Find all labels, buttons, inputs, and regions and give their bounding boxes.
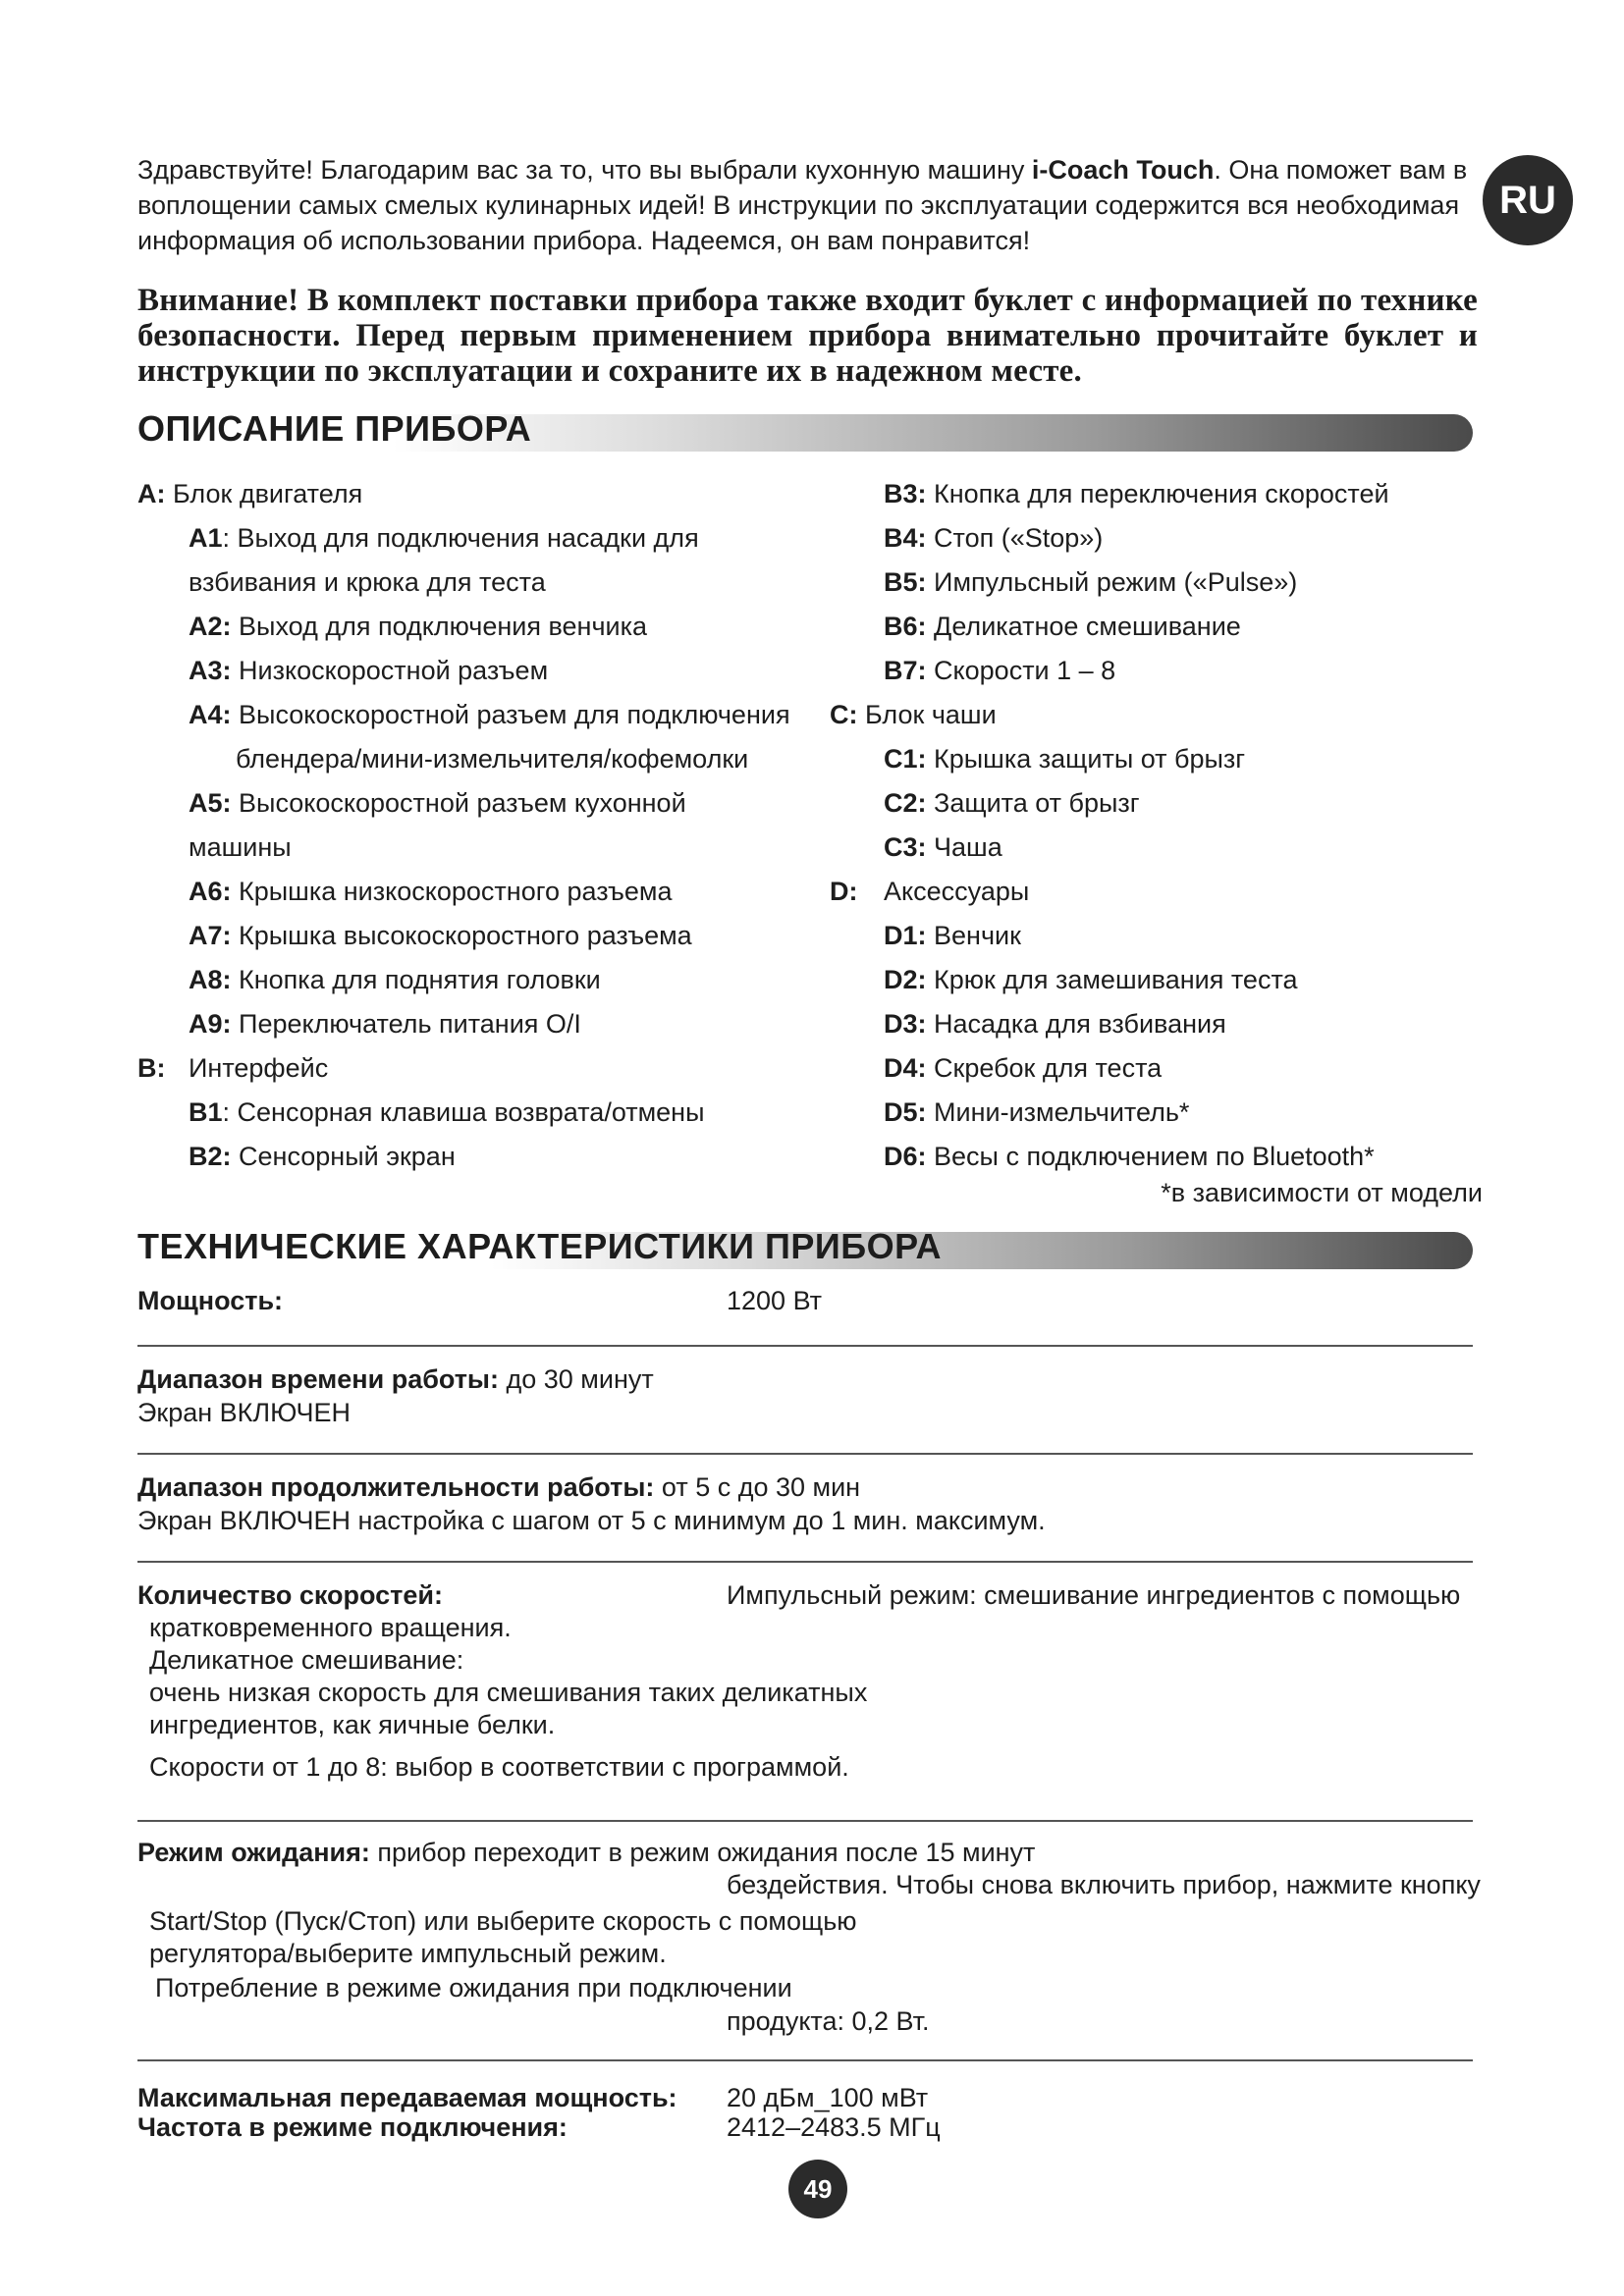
item-label: D3:	[884, 1009, 927, 1039]
item-text: Высокоскоростной разъем для подключения	[239, 700, 790, 729]
item-label: A8:	[189, 965, 232, 994]
intro-brand: i-Coach Touch	[1031, 155, 1215, 185]
spec-label: Частота в режиме подключения:	[137, 2112, 568, 2142]
spec-label: Мощность:	[137, 1286, 284, 1315]
item-label: A2:	[189, 612, 232, 641]
item-text: Насадка для взбивания	[934, 1009, 1226, 1039]
divider	[137, 1345, 1473, 1347]
list-item	[884, 921, 1021, 951]
list-item	[884, 965, 1298, 995]
item-text: Венчик	[934, 921, 1021, 950]
item-label: D:	[830, 877, 858, 906]
section-title: ОПИСАНИЕ ПРИБОРА	[137, 408, 532, 449]
language-badge: RU	[1483, 155, 1573, 245]
item-text: Скребок для теста	[934, 1053, 1163, 1083]
section-title: ТЕХНИЧЕСКИЕ ХАРАКТЕРИСТИКИ ПРИБОРА	[137, 1226, 942, 1266]
list-item	[884, 1097, 1189, 1128]
item-text: Выход для подключения венчика	[239, 612, 648, 641]
item-label: B6:	[884, 612, 927, 641]
spec-text: продукта: 0,2 Вт.	[727, 2006, 930, 2036]
list-item	[884, 1142, 1375, 1172]
item-text: Интерфейс	[189, 1053, 329, 1083]
item-text: Кнопка для поднятия головки	[239, 965, 601, 994]
item-label: D4:	[884, 1053, 927, 1083]
item-label: A9:	[189, 1009, 232, 1039]
section-header-specs	[137, 1226, 1473, 1269]
spec-value: 20 дБм_100 мВт	[727, 2083, 929, 2112]
intro-paragraph	[137, 152, 1483, 258]
intro-text-2: . Она поможет вам в воплощении самых смелых кулинарных идей! В инструкции по эксплуатации содержится вся необходимая информация об использовании прибора. Надеемся, он вам понравится!	[137, 155, 1468, 255]
section-bar	[393, 414, 1473, 452]
safety-warning: Внимание! В комплект поставки прибора также входит буклет с информацией по технике безопасности. Перед первым применением прибора внимательно прочитайте буклет и инструкции по эксплуатации и сохраните их в надежном месте.	[137, 283, 1478, 389]
list-item	[884, 567, 1297, 598]
page-number: 49	[788, 2160, 847, 2218]
item-text: Деликатное смешивание	[934, 612, 1241, 641]
item-text: Крюк для замешивания теста	[934, 965, 1298, 994]
list-item	[884, 612, 1241, 642]
item-label: B5:	[884, 567, 927, 597]
item-text: взбивания и крюка для теста	[189, 567, 546, 597]
item-label: B3:	[884, 479, 927, 508]
spec-note: Экран ВКЛЮЧЕН	[137, 1398, 352, 1427]
spec-label: Максимальная передаваемая мощность:	[137, 2083, 677, 2112]
item-text: Чаша	[934, 832, 1002, 862]
list-item	[830, 877, 1029, 907]
item-text: Скорости 1 – 8	[934, 656, 1116, 685]
list-item	[884, 1009, 1226, 1040]
list-item	[830, 700, 997, 730]
list-item	[884, 744, 1245, 774]
spec-value: от 5 с до 30 мин	[661, 1472, 861, 1502]
spec-text: Деликатное смешивание:	[149, 1645, 464, 1675]
item-text: Стоп («Stop»)	[934, 523, 1104, 553]
spec-value: до 30 минут	[506, 1364, 654, 1394]
list-item	[189, 832, 292, 863]
spec-text: очень низкая скорость для смешивания таких деликатных	[149, 1678, 868, 1707]
list-item	[236, 744, 748, 774]
item-text: Крышка высокоскоростного разъема	[239, 921, 692, 950]
item-text: Кнопка для переключения скоростей	[934, 479, 1389, 508]
intro-text-1: Здравствуйте! Благодарим вас за то, что вы выбрали кухонную машину	[137, 155, 1032, 185]
divider	[137, 1820, 1473, 1822]
list-item	[884, 1053, 1162, 1084]
spec-text: регулятора/выберите импульсный режим.	[149, 1939, 667, 1968]
spec-label: Диапазон времени работы:	[137, 1364, 499, 1394]
item-label: C:	[830, 700, 858, 729]
list-item	[189, 612, 647, 642]
spec-text: Потребление в режиме ожидания при подключении	[155, 1973, 792, 2002]
divider	[137, 2059, 1473, 2061]
section-header-description	[137, 408, 1473, 452]
item-label: B2:	[189, 1142, 232, 1171]
item-text: Мини-измельчитель*	[934, 1097, 1190, 1127]
list-item	[137, 1053, 328, 1084]
item-label: D2:	[884, 965, 927, 994]
spec-text: Скорости от 1 до 8: выбор в соответствии с программой.	[149, 1752, 849, 1782]
item-label: D1:	[884, 921, 927, 950]
list-item	[189, 1009, 581, 1040]
list-item	[137, 479, 362, 509]
item-label: C2:	[884, 788, 927, 818]
item-label: B7:	[884, 656, 927, 685]
spec-value: 1200 Вт	[727, 1286, 823, 1315]
item-text: Переключатель питания O/I	[239, 1009, 581, 1039]
spec-text: бездействия. Чтобы снова включить прибор, нажмите кнопку	[727, 1870, 1481, 1899]
spec-label: Диапазон продолжительности работы:	[137, 1472, 655, 1502]
spec-text: кратковременного вращения.	[149, 1613, 512, 1642]
item-label: A:	[137, 479, 166, 508]
item-text: Низкоскоростной разъем	[239, 656, 549, 685]
item-text: блендера/мини-измельчителя/кофемолки	[236, 744, 749, 774]
item-label: D5:	[884, 1097, 927, 1127]
list-item	[884, 656, 1115, 686]
spec-note: Экран ВКЛЮЧЕН настройка с шагом от 5 с минимум до 1 мин. максимум.	[137, 1506, 1046, 1535]
list-item	[884, 788, 1140, 819]
item-label: A6:	[189, 877, 232, 906]
list-item	[189, 523, 699, 554]
spec-label: Количество скоростей:	[137, 1580, 444, 1610]
footnote: *в зависимости от модели	[1161, 1178, 1483, 1207]
item-text: Сенсорный экран	[239, 1142, 456, 1171]
item-text: : Выход для подключения насадки для	[222, 523, 699, 553]
list-item	[189, 567, 546, 598]
item-label: A7:	[189, 921, 232, 950]
item-text: : Сенсорная клавиша возврата/отмены	[222, 1097, 705, 1127]
item-text: Весы с подключением по Bluetooth*	[934, 1142, 1375, 1171]
list-item	[189, 965, 601, 995]
item-label: A3:	[189, 656, 232, 685]
list-item	[189, 788, 686, 819]
item-label: B:	[137, 1053, 166, 1083]
item-label: C1:	[884, 744, 927, 774]
spec-label: Режим ожидания:	[137, 1838, 370, 1867]
list-item	[189, 1097, 705, 1128]
list-item	[884, 479, 1389, 509]
item-text: Импульсный режим («Pulse»)	[934, 567, 1298, 597]
item-label: A4:	[189, 700, 232, 729]
list-item	[189, 656, 548, 686]
item-label: C3:	[884, 832, 927, 862]
spec-text: Start/Stop (Пуск/Стоп) или выберите скорость с помощью	[149, 1906, 857, 1936]
item-text: Высокоскоростной разъем кухонной	[239, 788, 686, 818]
item-text: Блок чаши	[865, 700, 997, 729]
item-label: D6:	[884, 1142, 927, 1171]
list-item	[189, 1142, 456, 1172]
item-label: B4:	[884, 523, 927, 553]
list-item	[884, 523, 1103, 554]
spec-text: Импульсный режим: смешивание ингредиентов с помощью	[727, 1580, 1461, 1610]
item-text: Аксессуары	[884, 877, 1030, 906]
item-label: A5:	[189, 788, 232, 818]
item-text: машины	[189, 832, 292, 862]
spec-text: ингредиентов, как яичные белки.	[149, 1710, 556, 1739]
item-label: B1	[189, 1097, 223, 1127]
list-item	[189, 700, 790, 730]
divider	[137, 1561, 1473, 1563]
item-text: Блок двигателя	[173, 479, 363, 508]
spec-value: 2412–2483.5 МГц	[727, 2112, 941, 2142]
divider	[137, 1453, 1473, 1455]
list-item	[189, 877, 672, 907]
item-text: Крышка низкоскоростного разъема	[239, 877, 673, 906]
item-label: A1	[189, 523, 223, 553]
item-text: Защита от брызг	[934, 788, 1140, 818]
list-item	[189, 921, 692, 951]
list-item	[884, 832, 1002, 863]
item-text: Крышка защиты от брызг	[934, 744, 1246, 774]
spec-text: прибор переходит в режим ожидания после 15 минут	[377, 1838, 1036, 1867]
